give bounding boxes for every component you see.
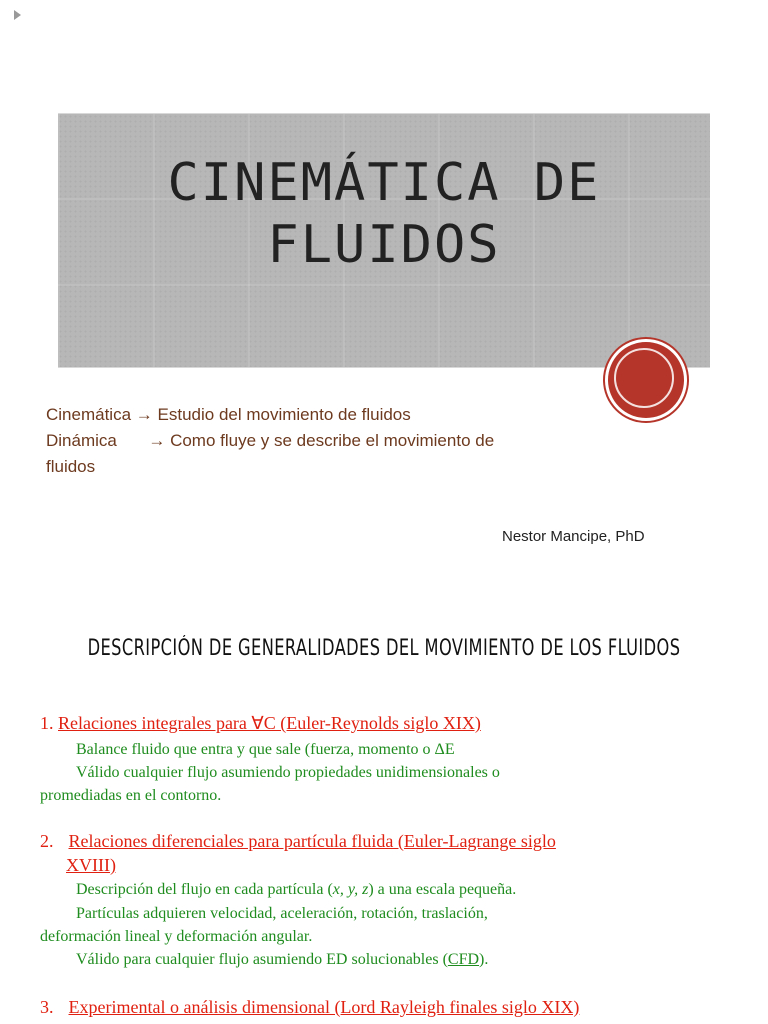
author-name: Nestor Mancipe, PhD [502,528,645,545]
item-2-heading-text-b: XVIII) [66,855,116,875]
item-2-line-4b: ). [479,951,489,968]
title-line-1: CINEMÁTICA DE [167,153,601,213]
intro-text-dinamica: Como fluye y se describe el movimiento de [170,431,495,450]
title-line-2: FLUIDOS [267,215,501,275]
item-1-heading [40,711,481,735]
item-2-line-4 [76,948,488,971]
intro-term-dinamica: Dinámica [46,431,117,450]
content-slide [0,580,768,1024]
item-2-line-1a: Descripción del flujo en cada partícula ( [76,881,333,898]
item-2-line-3: deformación lineal y deformación angular. [40,928,313,945]
item-2-coordinates: x, y, z [332,881,369,898]
intro-line-3: fluidos [46,457,96,476]
item-2-heading-b [66,853,116,877]
intro-line-2 [46,428,646,454]
item-2-line-2: Partículas adquieren velocidad, aceleración, rotación, traslación, [76,905,488,922]
item-2-heading-text-a: Relaciones diferenciales para partícula fluida (Euler-Lagrange siglo [68,831,556,851]
item-2-line-4a: Válido para cualquier flujo asumiendo ED solucionables ( [76,951,448,968]
item-2-line-1b: ) a una escala pequeña. [368,881,517,898]
cfd-link[interactable]: CFD [447,951,480,968]
title-band [58,113,710,368]
item-3-number: 3. [40,997,54,1017]
intro-term-cinematica: Cinemática [46,405,132,424]
play-arrow-icon [14,10,21,20]
item-1-number: 1. [40,713,54,733]
item-1-line-2: Válido cualquier flujo asumiendo propiedades unidimensionales o [76,764,500,781]
slide-title [58,152,710,276]
intro-text-cinematica: Estudio del movimiento de fluidos [157,405,411,424]
item-2-heading [40,829,556,853]
item-1-heading-text: Relaciones integrales para ∀C (Euler-Reynolds siglo XIX) [58,713,481,733]
item-1-line-3: promediadas en el contorno. [40,787,222,804]
item-2-number: 2. [40,831,54,851]
intro-text [46,402,646,480]
section-title: DESCRIPCIÓN DE GENERALIDADES DEL MOVIMIENTO DE LOS FLUIDOS [87,636,681,661]
item-1-line-1: Balance fluido que entra y que sale (fuerza, momento o ΔE [76,741,455,758]
intro-line-1 [46,402,646,428]
item-2-line-1 [76,878,516,901]
right-arrow-icon: → [148,431,166,450]
right-arrow-icon: → [135,405,153,424]
item-3-heading [40,995,579,1019]
item-3-heading-text: Experimental o análisis dimensional (Lord Rayleigh finales siglo XIX) [68,997,580,1017]
